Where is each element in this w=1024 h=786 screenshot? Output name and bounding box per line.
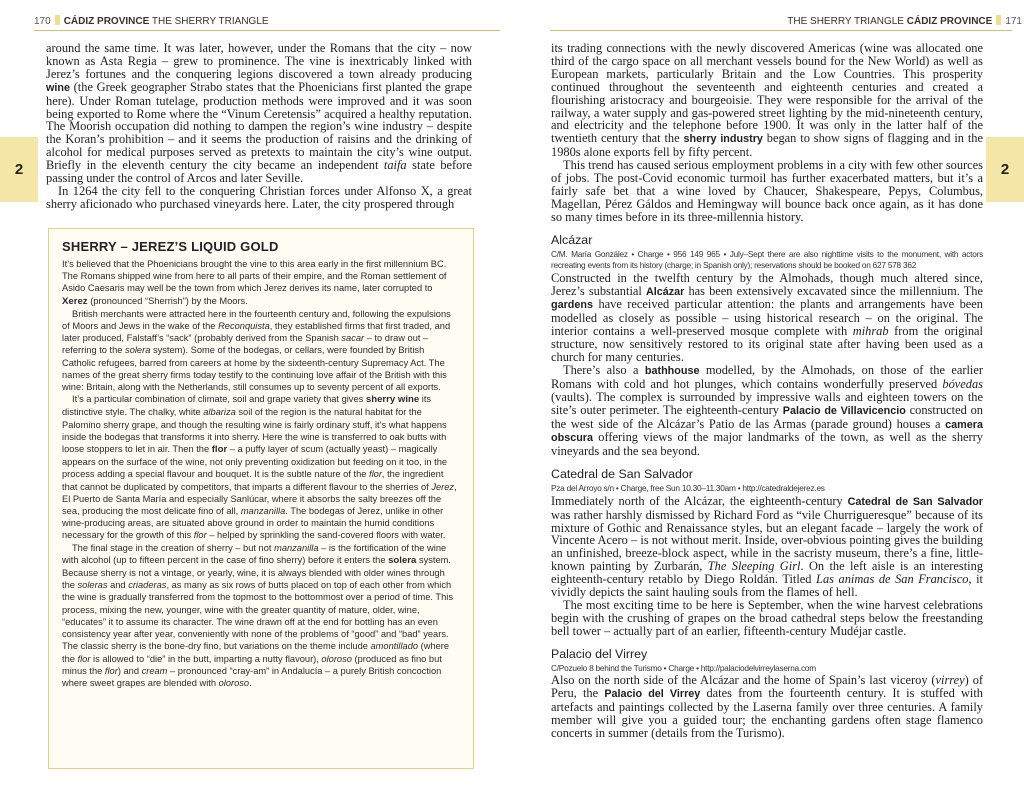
section-heading-alcazar: Alcázar bbox=[551, 232, 593, 247]
right-page bbox=[512, 0, 1024, 786]
bold-term: gardens bbox=[551, 299, 594, 312]
bold-term: flor bbox=[211, 444, 228, 456]
body-paragraph: The most exciting time to be here is September, when the wine harvest celebrations begin with the crushing of grapes on the broad cathedral steps below the freestanding bell tower – actually part of an earlier, fifteenth-century Mudéjar castle. bbox=[551, 597, 983, 638]
italic-term: flor bbox=[193, 530, 207, 541]
italic-term: flor bbox=[369, 469, 382, 480]
italic-term: mihrab bbox=[852, 324, 889, 339]
province-title: CÁDIZ PROVINCE bbox=[63, 16, 150, 27]
header-divider bbox=[996, 15, 1001, 25]
page-number-right: 171 bbox=[1005, 16, 1022, 27]
body-paragraph: around the same time. It was later, however, under the Romans that the city – now known as Asta Regia – grew to prominence. The vine is inextricably linked with Jerez’s fortunes and the conquering legions discovered a town already producing wine (the Greek geographer Strabo states that the Phoenicians first planted the grape here). Under Roman tutelage, production methods were improved and it was soon being exported to Rome where the “Vinum Ceretensis” acquired a healthy reputation. The Moorish occupation did nothing to dampen the region’s wine industry – despite the Koran’s prohibition – and it seems the production of raisins and the drinking of alcohol for medical purposes served as pretexts to maintain the city’s wine output. Briefly in the eleventh century the city became an independent taifa state before passing under the control of Arcos and later Seville. bbox=[46, 41, 472, 186]
chapter-tab-left: 2 bbox=[0, 137, 38, 202]
body-paragraph: Constructed in the twelfth century by the Almohads, though much altered since, Jerez’s substantial Alcázar has been extensively excavated since the millennium. The gardens have received particular attention: the plants and arrangements have been modelled as closely as possible – using historical research – on the original. The interior contains a well-preserved mosque complete with mihrab from the original structure, now sensitively restored to its original state after having been used as a church for many centuries. bbox=[551, 270, 983, 365]
body-paragraph: This trend has caused serious employment problems in a city with few other sources of jobs. The post-Covid economic turmoil has further exacerbated matters, but it’s a fairly safe bet that a wine loved by Chaucer, Shakespeare, Pepys, Columbus, Magellan, Pérez Gáldos and Hemingway will bounce back once again, as it has done so many times before in its three-millennia history. bbox=[551, 158, 983, 224]
italic-term: bóvedas bbox=[942, 376, 983, 391]
italic-term: sacar bbox=[341, 333, 365, 344]
province-title: CÁDIZ PROVINCE bbox=[906, 16, 993, 27]
italic-term: criaderas bbox=[128, 580, 167, 591]
italic-term: virrey bbox=[935, 673, 965, 688]
italic-term: oloroso bbox=[321, 653, 352, 664]
italic-term: manzanilla bbox=[240, 506, 286, 517]
italic-term: taifa bbox=[383, 158, 407, 173]
bold-term: sherry wine bbox=[365, 394, 420, 406]
left-main-text bbox=[46, 42, 472, 211]
section-heading-catedral: Catedral de San Salvador bbox=[551, 467, 693, 482]
body-paragraph: its trading connections with the newly discovered Americas (wine was allocated one third of the cargo space on all merchant vessels bound for the New World) as well as European markets, particularly Britain and the Low Countries. This prosperity continued throughout the seventeenth and eighteenth centuries and created a flourishing aristocracy and bourgeoisie. They were responsible for the arrival of the railway, a water supply and gas-powered street lighting by the mid-nineteenth century, and electricity and the telephone before 1900. It was only in the latter half of the twentieth century that the sherry industry began to show signs of flagging and in the 1980s alone exports fell by fifty percent. bbox=[551, 41, 983, 160]
visitor-info-catedral: Pza del Arroyo s/n • Charge, free Sun 10.30–11.30am • http://catedraldejerez.es bbox=[551, 483, 825, 494]
feature-box-title: SHERRY – JEREZ’S LIQUID GOLD bbox=[62, 239, 279, 254]
feature-paragraph: It’s believed that the Phoenicians brought the vine to this area early in the first millennium BC. The Romans shipped wine from here to all parts of their empire, and the Roman settlement of Asido Caesaris may well be the town from which Jerez derives its name, later corrupted to Xerez (pronounced “Sherrish”) by the Moors. bbox=[62, 259, 447, 307]
bold-term: Alcázar bbox=[645, 285, 685, 298]
bold-term: wine bbox=[46, 81, 70, 94]
bold-term: sherry industry bbox=[683, 133, 763, 146]
sherry-feature-box bbox=[48, 228, 474, 769]
right-page-header bbox=[787, 15, 1022, 27]
bold-term: Catedral de San Salvador bbox=[847, 495, 983, 508]
body-paragraph: Also on the north side of the Alcázar and the home of Spain’s last viceroy (virrey) of Peru, the Palacio del Virrey dates from the fourteenth century. It is stuffed with artefacts and paintings collected by the Laserna family over three centuries. A family member will give you a guided tour; the enchanting gardens often stage flamenco concerts in summer (details from the Turismo). bbox=[551, 673, 984, 740]
feature-box-body bbox=[62, 258, 460, 689]
section-title: THE SHERRY TRIANGLE bbox=[787, 16, 904, 27]
section-title: THE SHERRY TRIANGLE bbox=[151, 16, 269, 27]
italic-term: Las animas de San Francisco bbox=[816, 572, 969, 587]
header-rule bbox=[550, 30, 1012, 31]
italic-term: amontillado bbox=[370, 641, 419, 652]
italic-term: albariza bbox=[203, 407, 236, 418]
italic-term: Jerez bbox=[431, 481, 455, 492]
header-rule bbox=[34, 30, 500, 31]
bold-term: Xerez bbox=[62, 295, 88, 307]
italic-term: oloroso bbox=[218, 677, 250, 688]
body-paragraph: Immediately north of the Alcázar, the eighteenth-century Catedral de San Salvador was rather harshly dismissed by Richard Ford as “vile Churrigueresque” because of its mixture of Gothic and Renaissance styles, but an elegant facade – largely the work of Vincente Acero – is not without merit. Inside, over-obvious pointing gives the building an unfinished, breeze-block aspect, while in the sacristy museum, there’s a fine, little-known painting by Zurbarán, The Sleeping Girl. On the left aisle is an interesting eighteenth-century retablo by Diego Roldán. Titled Las animas de San Francisco, it vividly depicts the saint hauling souls from the flames of hell. bbox=[551, 493, 984, 600]
section-heading-palacio: Palacio del Virrey bbox=[551, 646, 648, 661]
visitor-info-alcazar: C/M. María González • Charge • 956 149 965 • July–Sept there are also nighttime visits to the monument, with actors recreating events from its history (charge; in Spanish only); reservations should be booked on 627 578 362 bbox=[551, 248, 983, 271]
italic-term: solera bbox=[125, 345, 151, 356]
header-divider bbox=[55, 15, 60, 25]
body-paragraph: In 1264 the city fell to the conquering Christian forces under Alfonso X, a great sherry aficionado who purchased vineyards here. Later, the city prospered through bbox=[46, 183, 472, 211]
bold-term: solera bbox=[388, 554, 417, 566]
bold-term: camera obscura bbox=[551, 418, 983, 445]
body-paragraph: There’s also a bathhouse modelled, by the Almohads, on those of the earlier Romans with cold and hot plunges, which contains wonderfully preserved bóvedas (vaults). The complex is surrounded by impressive walls and eighteen towers on the site’s outer perimeter. The eighteenth-century Palacio de Villavicencio constructed on the west side of the Alcázar’s Patio de las Armas (parade ground) houses a camera obscura offering views of the major landmarks of the town, as well as the sherry vineyards and the sea beyond. bbox=[551, 362, 984, 459]
bold-term: Palacio del Virrey bbox=[604, 687, 701, 700]
bold-term: bathhouse bbox=[644, 364, 700, 377]
visitor-info-palacio: C/Pozuelo 8 behind the Turismo • Charge • http://palaciodelvirreylaserna.com bbox=[551, 662, 816, 673]
feature-paragraph: The final stage in the creation of sherry – but not manzanilla – is the fortification of the wine with alcohol (up to fifteen percent in the case of fino sherry) before it enters the solera system. Because sherry is not a vintage, or yearly, wine, it is always blended with older wines through the soleras and criaderas, as many as six rows of butts placed on top of each other from which the wine is gradually transferred from the topmost to the bottommost over a period of time. This process, mixing the new, younger, wine with the greater quantity of mature, older, wine, “educates” it to assume its character. The wine drawn off at the end for bottling has an even consistency year after year, conveniently with none of the problems of “good” and “bad” years. The classic sherry is the bone-dry fino, but variations on the theme include amontillado (where the flor is allowed to “die” in the butt, imparting a nutty flavour), oloroso (produced as fino but minus the flor) and cream – pronounced “cray-am” in Andalucía – a purely British concoction where sweet grapes are blended with oloroso. bbox=[62, 542, 453, 688]
italic-term: The Sleeping Girl bbox=[707, 559, 801, 574]
italic-term: soleras bbox=[77, 580, 108, 591]
right-main-text bbox=[551, 42, 983, 740]
bold-term: Palacio de Villavicencio bbox=[782, 404, 906, 417]
italic-term: flor bbox=[77, 653, 91, 664]
feature-paragraph: It’s a particular combination of climate, soil and grape variety that gives sherry wine its distinctive style. The chalky, white albariza soil of the region is the natural habitat for the Palomino sherry grape, and though the resulting wine is fairly ordinary stuff, it’s what happens inside the bodegas that transforms it into sherry. Here the wine is transferred to oak butts with loose stoppers to let in air. Then the flor – a puffy layer of scum (actually yeast) – magically appears on the surface of the wine, not only preventing oxidization but feeding on it too, in the process adding a special flavour and bouquet. It is the subtle nature of the flor, the ingredient that cannot be duplicated by competitors, that imparts a different flavour to the sherries of Jerez, El Puerto de Santa María and especially Sanlúcar, where it absorbs the salty breezes off the sea, producing the most delicate fino of all, manzanilla. The bodegas of Jerez, unlike in other wine-producing areas, are situated above ground in order to maintain the humid conditions necessary for the growth of this flor – helped by sprinkling the sand-covered floors with water. bbox=[62, 394, 457, 541]
italic-term: manzanilla bbox=[274, 542, 319, 553]
chapter-tab-right: 2 bbox=[986, 137, 1024, 202]
italic-term: Reconquista bbox=[218, 321, 270, 332]
feature-paragraph: British merchants were attracted here in the fourteenth century and, following the expulsions of Moors and Jews in the wake of the Reconquista, they established firms that first traded, and later produced, Falstaff’s “sack” (probably derived from the Spanish sacar – to draw out – referring to the solera system). Some of the bodegas, or cellars, were founded by British Catholic refugees, barred from careers at home by the sixteenth-century Supremacy Act. The names of the great sherry firms today testify to the continuing love affair of the British with this wine: Britain, along with the Netherlands, still consumes up to seventy percent of all exports. bbox=[62, 308, 451, 393]
left-page-header bbox=[34, 15, 269, 27]
italic-term: flor bbox=[104, 665, 118, 676]
page-number-left: 170 bbox=[34, 16, 51, 27]
italic-term: cream bbox=[141, 665, 168, 676]
